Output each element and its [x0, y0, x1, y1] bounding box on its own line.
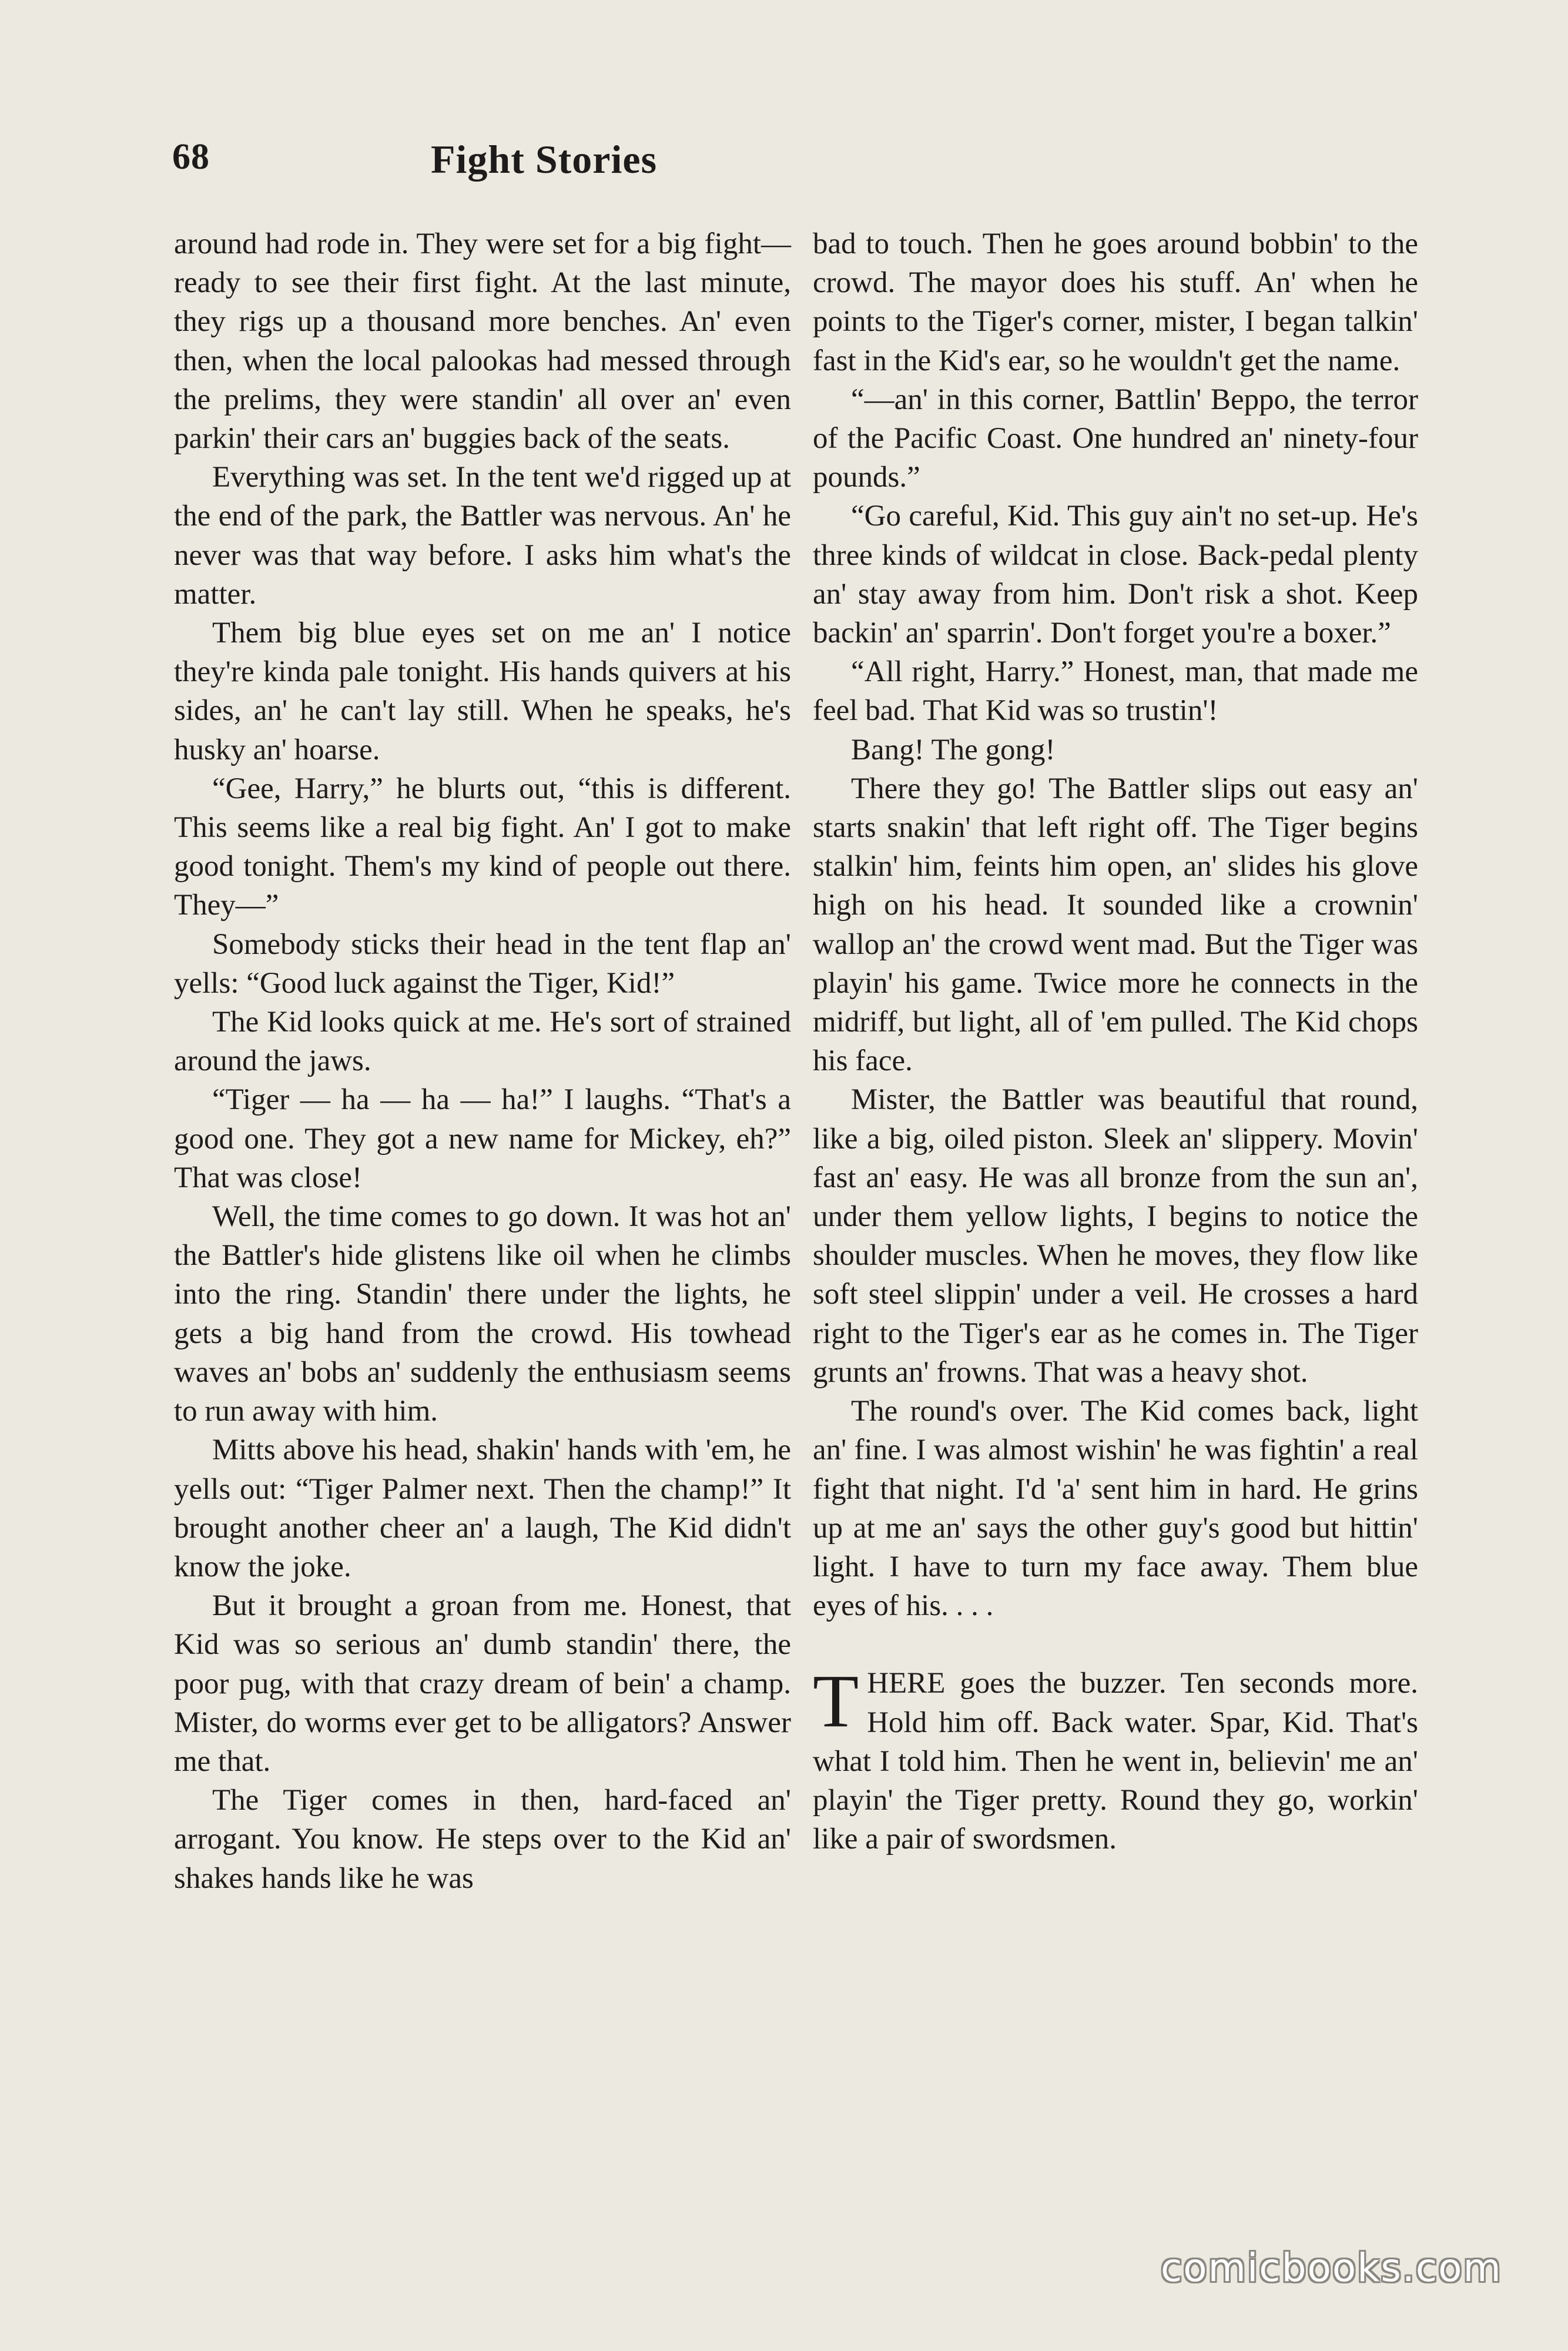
paragraph: Bang! The gong!	[851, 733, 1056, 766]
watermark: comicbooks.com	[1161, 2245, 1502, 2290]
running-title: Fight Stories	[430, 137, 658, 182]
paragraph: Everything was set. In the tent we'd rigged up at the end of the park, the Battler was nervous. An' he never was that way before. I asks him what's the matter.	[174, 461, 791, 611]
paragraph: “All right, Harry.” Honest, man, that made me feel bad. That Kid was so trustin'!	[813, 655, 1418, 728]
drop-cap: T	[813, 1659, 859, 1743]
paragraph: “Go careful, Kid. This guy ain't no set-up. He's three kinds of wildcat in close. Back-pedal plenty an' stay away from him. Don't risk a shot. Keep backin' an' sparrin'. Don't forget you're a boxer.”	[813, 500, 1418, 650]
section-text: HERE goes the buzzer. Ten seconds more. Hold him off. Back water. Spar, Kid. That's what I told him. Then he went in, believin' me an' playin' the Tiger pretty. Round they go, workin' like a pair of swordsmen.	[813, 1667, 1418, 1856]
section-paragraph	[813, 1659, 1418, 1858]
paragraph: “Gee, Harry,” he blurts out, “this is different. This seems like a real big fight. An' I got to make good tonight. Them's my kind of people out there. They—”	[174, 772, 791, 922]
page-header	[172, 136, 916, 195]
paragraph: The Tiger comes in then, hard-faced an' arrogant. You know. He steps over to the Kid an' shakes hands like he was	[174, 1784, 791, 1895]
page-number: 68	[172, 137, 210, 177]
paragraph: around had rode in. They were set for a big fight—ready to see their first fight. At the last minute, they rigs up a thousand more benches. An' even then, when the local palookas had messed through the prelims, they were standin' all over an' even parkin' their cars an' buggies back of the seats.	[174, 227, 791, 456]
paragraph: There they go! The Battler slips out easy an' starts snakin' that left right off. The Tiger begins stalkin' him, feints him open, an' slides his glove high on his head. It sounded like a crownin' wallop an' the crowd went mad. But the Tiger was playin' his game. Twice more he connects in the midriff, but light, all of 'em pulled. The Kid chops his face.	[813, 772, 1418, 1078]
paragraph: The round's over. The Kid comes back, light an' fine. I was almost wishin' he was fightin' a real fight that night. I'd 'a' sent him in hard. He grins up at me an' says the other guy's good but hittin' light. I have to turn my face away. Them blue eyes of his. . . .	[813, 1395, 1418, 1623]
paragraph: Mister, the Battler was beautiful that round, like a big, oiled piston. Sleek an' slippery. Movin' fast an' easy. He was all bronze from the sun an', under them yellow lights, I begins to notice the shoulder muscles. When he moves, they flow like soft steel slippin' under a veil. He crosses a hard right to the Tiger's ear as he comes in. The Tiger grunts an' frowns. That was a heavy shot.	[813, 1083, 1418, 1389]
right-column	[813, 225, 1418, 1858]
paragraph: The Kid looks quick at me. He's sort of strained around the jaws.	[174, 1006, 791, 1078]
paragraph: bad to touch. Then he goes around bobbin' to the crowd. The mayor does his stuff. An' when he points to the Tiger's corner, mister, I began talkin' fast in the Kid's ear, so he wouldn't get the name.	[813, 227, 1418, 377]
paragraph: “—an' in this corner, Battlin' Beppo, the terror of the Pacific Coast. One hundred an' ninety-four pounds.”	[813, 383, 1418, 494]
paragraph: Well, the time comes to go down. It was hot an' the Battler's hide glistens like oil when he climbs into the ring. Standin' there under the lights, he gets a big hand from the crowd. His towhead waves an' bobs an' suddenly the enthusiasm seems to run away with him.	[174, 1200, 791, 1428]
left-column	[174, 225, 791, 1898]
paragraph: Mitts above his head, shakin' hands with 'em, he yells out: “Tiger Palmer next. Then the champ!” It brought another cheer an' a laugh, The Kid didn't know the joke.	[174, 1434, 791, 1583]
paragraph: Somebody sticks their head in the tent flap an' yells: “Good luck against the Tiger, Kid!”	[174, 927, 791, 1000]
paragraph: “Tiger — ha — ha — ha!” I laughs. “That's a good one. They got a new name for Mickey, eh?” That was close!	[174, 1083, 791, 1194]
paragraph: But it brought a groan from me. Honest, that Kid was so serious an' dumb standin' there, the poor pug, with that crazy dream of bein' a champ. Mister, do worms ever get to be alligators? Answer me that.	[174, 1589, 791, 1778]
paragraph: Them big blue eyes set on me an' I notice they're kinda pale tonight. His hands quivers at his sides, an' he can't lay still. When he speaks, he's husky an' hoarse.	[174, 617, 791, 766]
